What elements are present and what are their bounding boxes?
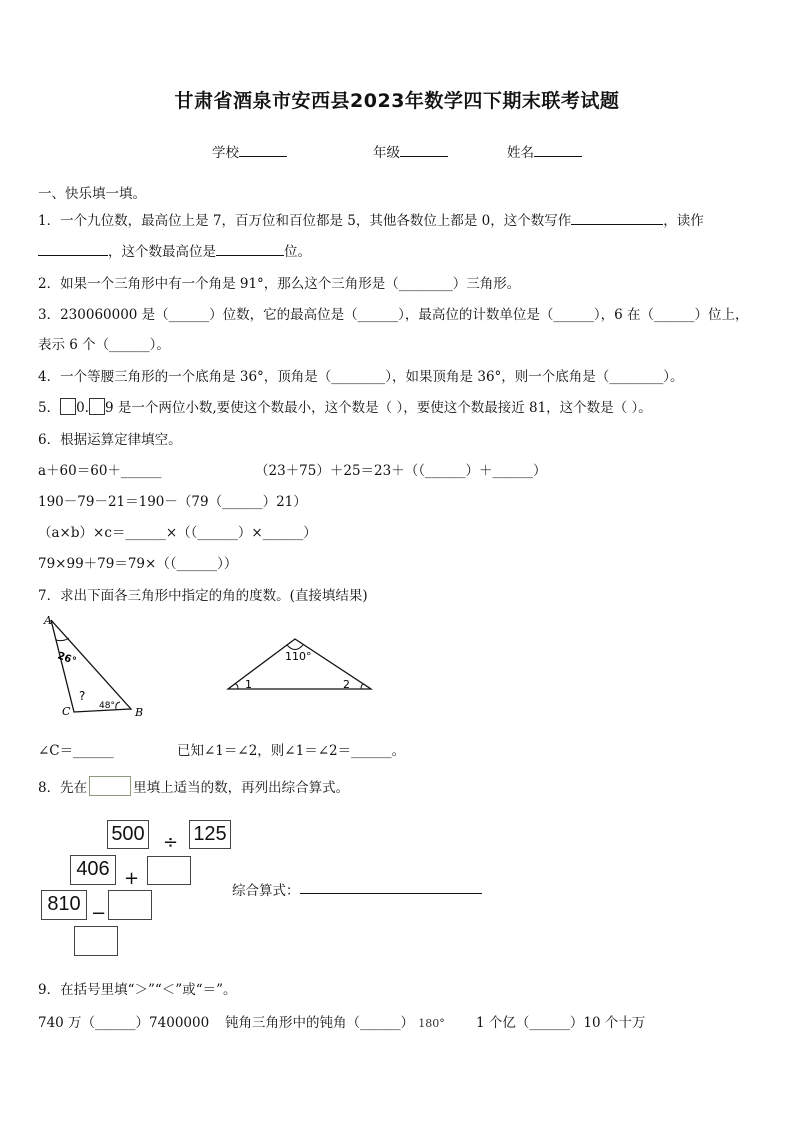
- q5-box-2[interactable]: [89, 398, 105, 415]
- q1-text-a: 1．一个九位数，最高位上是 7，百万位和百位都是 5，其他各数位上都是 0，这个数写作: [38, 213, 572, 229]
- q1-text-d: 位。: [284, 244, 311, 260]
- grade-field: [373, 141, 448, 161]
- angle-a-value: 26°: [55, 650, 78, 668]
- grade-blank[interactable]: [400, 142, 448, 157]
- q8-formula-blank[interactable]: [300, 893, 482, 894]
- question-5: [38, 396, 652, 416]
- box-810: 810: [41, 890, 87, 920]
- q1-answer-written[interactable]: [571, 210, 663, 225]
- q9-item-b-text: 钝角三角形中的钝角（______）: [225, 1015, 414, 1031]
- q1-answer-place[interactable]: [216, 241, 284, 256]
- box-125: 125: [189, 820, 231, 849]
- q8-formula-label: 综合算式：: [232, 883, 300, 899]
- question-3-line2: 表示 6 个（______）。: [38, 337, 170, 353]
- q1-text-b: ，读作: [663, 213, 704, 229]
- q5-number: 5．: [38, 400, 61, 416]
- q7-answer-c: ∠C＝______: [38, 743, 114, 759]
- top-angle-arc: [287, 645, 303, 650]
- question-1-line1: [38, 209, 704, 229]
- question-4: 4．一个等腰三角形的一个底角是 36°，顶角是（________），如果顶角是 36°，则一个底角是（________）。: [38, 369, 684, 385]
- question-2: 2．如果一个三角形中有一个角是 91°，那么这个三角形是（________）三角形。: [38, 276, 521, 292]
- q5-decimal: 0.: [76, 400, 89, 416]
- angle-b-value: 48°: [99, 701, 115, 711]
- school-field: [212, 141, 287, 161]
- q9-item-b-value: 180°: [418, 1017, 445, 1030]
- question-6: 6．根据运算定律填空。: [38, 432, 182, 448]
- vertex-c-label: C: [62, 705, 71, 718]
- q9-item-a: 740 万（______）7400000: [38, 1015, 210, 1031]
- section-heading: 一、快乐填一填。: [38, 186, 146, 202]
- grade-label: 年级: [373, 145, 400, 161]
- angle-2-label: 2: [343, 678, 350, 691]
- q8-text-a: 8．先在: [38, 780, 88, 796]
- triangle-abc-figure: [36, 612, 156, 720]
- page-title: 甘肃省酒泉市安西县2023年数学四下期末联考试题: [174, 90, 620, 112]
- answer-box-difference[interactable]: [74, 926, 118, 956]
- answer-box-sum[interactable]: [108, 890, 152, 920]
- question-7: 7．求出下面各三角形中指定的角的度数。(直接填结果): [38, 588, 368, 604]
- q9-item-b: [225, 1011, 445, 1031]
- q1-answer-read[interactable]: [38, 241, 108, 256]
- divide-operator: ÷: [163, 832, 179, 853]
- name-blank[interactable]: [534, 142, 582, 157]
- angle-c-unknown: ?: [79, 689, 86, 703]
- top-angle-value: 110°: [285, 650, 312, 663]
- vertex-a-label: A: [44, 614, 52, 627]
- angle-1-arc: [235, 684, 238, 689]
- plus-operator: +: [124, 868, 140, 889]
- q8-sample-box: [89, 776, 131, 796]
- box-500: 500: [107, 820, 149, 849]
- q8-text-b: 里填上适当的数，再列出综合算式。: [133, 780, 350, 796]
- minus-operator: −: [91, 903, 107, 924]
- q6-line4: 79×99＋79＝79×（（______））: [38, 556, 238, 572]
- angle-b-arc: [116, 702, 120, 709]
- q5-text: 9 是一个两位小数,要使这个数最小，这个数是（ ），要使这个数最接近 81，这个数是（ ）。: [104, 400, 652, 416]
- q6-line1-right: （23＋75）＋25＝23＋（（______）＋______）: [255, 463, 547, 479]
- name-label: 姓名: [507, 145, 534, 161]
- q6-line2: 190－79－21＝190－（79（______）21）: [38, 494, 307, 510]
- question-9: 9．在括号里填“＞”“＜”或“＝”。: [38, 982, 237, 998]
- question-8: [38, 776, 349, 796]
- question-3-line1: 3．230060000 是（______）位数，它的最高位是（______），最高位的计数单位是（______），6 在（______）位上，: [38, 307, 749, 323]
- q6-line1-left: a＋60＝60＋______: [38, 463, 162, 479]
- answer-box-quotient[interactable]: [147, 856, 191, 885]
- question-1-line2: [38, 240, 311, 260]
- q9-item-c: 1 个亿（______）10 个十万: [476, 1015, 646, 1031]
- q7-answer-angles: 已知∠1＝∠2，则∠1＝∠2＝______。: [177, 743, 406, 759]
- q5-box-1[interactable]: [60, 398, 76, 415]
- school-label: 学校: [212, 145, 239, 161]
- box-406: 406: [70, 855, 116, 885]
- triangle-obtuse-figure: [224, 634, 376, 694]
- vertex-b-label: B: [135, 706, 144, 719]
- name-field: [507, 141, 582, 161]
- angle-1-label: 1: [245, 678, 252, 691]
- triangle-abc: [51, 620, 131, 712]
- q6-line3: （a×b）×c＝______×（（______）×______）: [38, 525, 317, 541]
- q1-text-c: ，这个数最高位是: [108, 244, 216, 260]
- school-blank[interactable]: [239, 142, 287, 157]
